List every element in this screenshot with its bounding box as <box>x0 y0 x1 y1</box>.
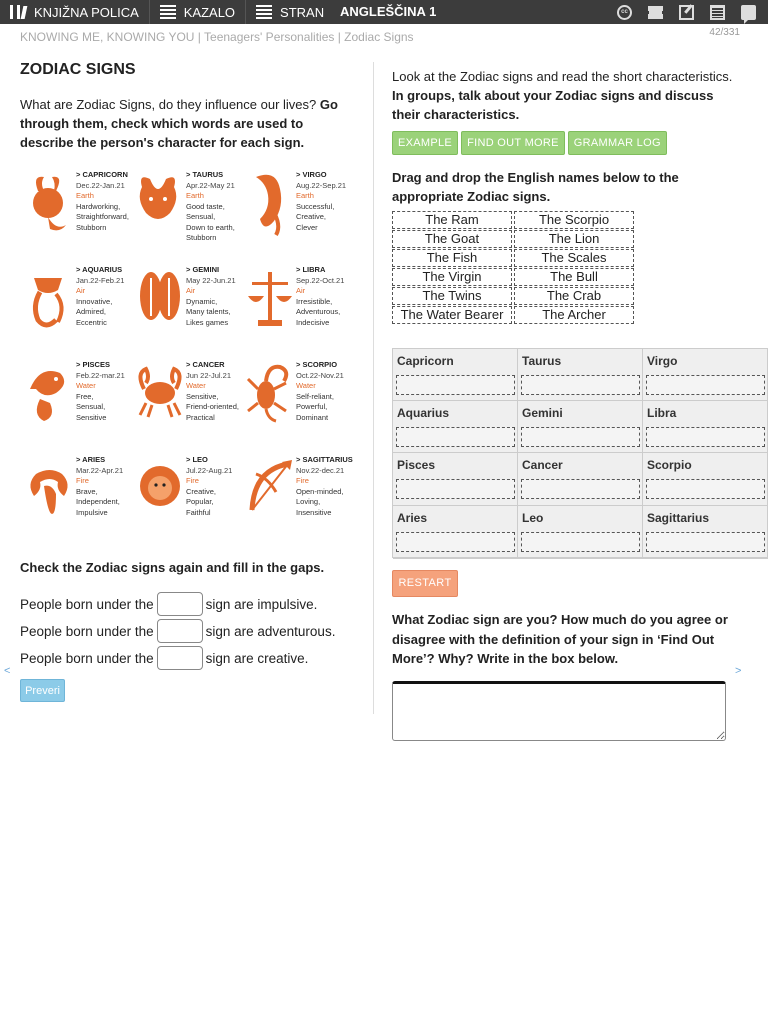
drop-zone[interactable] <box>521 532 640 552</box>
sign-date: Apr.22-May 21 <box>186 180 235 190</box>
drop-cell-label: Cancer <box>522 458 563 472</box>
draggable-name-chip[interactable]: The Goat <box>392 230 512 248</box>
sign-date: Dec.22-Jan.21 <box>76 180 125 190</box>
zodiac-card <box>134 260 238 355</box>
contents-button[interactable] <box>150 0 246 24</box>
zodiac-card-text <box>186 265 246 328</box>
library-button[interactable] <box>0 0 150 24</box>
virgo-icon <box>246 169 294 239</box>
draggable-name-chip[interactable]: The Twins <box>392 287 512 305</box>
fill-row <box>20 592 317 616</box>
sign-trait: Stubborn <box>186 233 217 242</box>
drop-cell <box>643 453 768 506</box>
drop-cell-label: Virgo <box>647 354 678 368</box>
zodiac-card <box>244 355 348 450</box>
sign-name: > LEO <box>186 455 208 464</box>
example-button[interactable]: EXAMPLE <box>392 131 458 155</box>
sign-element: Fire <box>296 476 309 485</box>
prev-page-arrow[interactable]: < <box>4 665 11 677</box>
zodiac-card <box>24 165 128 260</box>
zodiac-card-text <box>296 455 356 518</box>
fill-gaps-title: Check the Zodiac signs again and fill in the gaps. <box>20 560 325 575</box>
zodiac-card-text <box>296 265 356 328</box>
sign-date: Oct.22-Nov.21 <box>296 370 344 380</box>
zodiac-card <box>24 355 128 450</box>
sign-name: > GEMINI <box>186 265 220 274</box>
sign-trait: Sensitive <box>76 412 107 422</box>
draggable-name-chip[interactable]: The Bull <box>514 268 634 286</box>
sign-name: > ARIES <box>76 455 106 464</box>
page-count: 42/331 <box>709 27 740 38</box>
fill-suffix: sign are impulsive. <box>205 596 318 612</box>
sign-trait: Sensual, <box>76 402 106 411</box>
drop-cell-label: Taurus <box>522 354 562 368</box>
sign-date: Feb.22-mar.21 <box>76 370 125 380</box>
draggable-name-chip[interactable]: The Archer <box>514 306 634 324</box>
notes-icon[interactable] <box>710 5 725 20</box>
taurus-icon <box>136 169 184 239</box>
grammar-log-button[interactable]: GRAMMAR LOG <box>568 131 667 155</box>
sign-name: > AQUARIUS <box>76 265 123 274</box>
drop-cell-label: Leo <box>522 511 544 525</box>
contents-icon <box>160 5 176 19</box>
sign-trait: Sensual, <box>186 212 216 221</box>
fill-suffix: sign are adventurous. <box>205 623 336 639</box>
sign-name: > CAPRICORN <box>76 170 128 179</box>
sign-trait: Indecisive <box>296 317 330 327</box>
drop-zone[interactable] <box>396 532 515 552</box>
sign-name: > TAURUS <box>186 170 224 179</box>
sign-trait: Powerful, <box>296 402 328 411</box>
left-intro <box>20 95 355 152</box>
book-title: ANGLEŠČINA 1 <box>340 4 437 19</box>
left-intro-bold: Go through them, check which words are used to describe the person's character for each sign. <box>20 97 338 150</box>
page-title: ZODIAC SIGNS <box>20 61 136 78</box>
sign-name: > SCORPIO <box>296 360 338 369</box>
gap-input-1[interactable] <box>157 592 203 616</box>
drop-cell-label: Aquarius <box>397 406 450 420</box>
sign-trait: Clever <box>296 222 318 232</box>
libra-icon <box>246 264 294 334</box>
column-divider <box>373 62 374 714</box>
drop-cell <box>643 401 768 453</box>
sign-trait: Free, <box>76 391 94 401</box>
drop-zone[interactable] <box>396 375 515 395</box>
drop-cell <box>393 401 518 453</box>
resource-buttons <box>392 131 667 155</box>
comments-icon[interactable] <box>741 5 756 20</box>
page-button[interactable] <box>246 0 334 24</box>
sign-name: > VIRGO <box>296 170 327 179</box>
zodiac-card-text <box>186 170 246 244</box>
drop-cell-label: Aries <box>397 511 428 525</box>
toolbar-tools <box>617 0 756 24</box>
draggable-name-chip[interactable]: The Water Bearer <box>392 306 512 324</box>
sign-date: Jan.22-Feb.21 <box>76 275 125 285</box>
sign-trait: Insensitive <box>296 507 332 517</box>
right-intro-plain: Look at the Zodiac signs and read the short characteristics. <box>392 69 733 84</box>
drop-zone[interactable] <box>646 532 765 552</box>
zodiac-drop-table <box>392 348 768 558</box>
fill-row <box>20 646 308 670</box>
sign-trait: Dominant <box>296 412 329 422</box>
sign-trait: Sensitive, <box>186 391 219 401</box>
sign-date: Aug.22-Sep.21 <box>296 180 347 190</box>
drop-cell-label: Pisces <box>397 458 436 472</box>
drop-zone[interactable] <box>521 375 640 395</box>
sign-date: Nov.22-dec.21 <box>296 465 345 475</box>
draggable-names <box>392 211 634 324</box>
zodiac-card-text <box>76 455 136 518</box>
sign-trait: Creative, <box>186 486 217 496</box>
sign-trait: Hardworking, <box>76 201 121 211</box>
drop-zone[interactable] <box>396 427 515 447</box>
sign-name: > LIBRA <box>296 265 326 274</box>
sign-trait: Likes games <box>186 317 229 327</box>
zodiac-signs-grid <box>24 165 354 545</box>
restart-button[interactable]: RESTART <box>392 570 458 597</box>
cancer-icon <box>136 359 184 429</box>
sign-element: Fire <box>76 476 89 485</box>
sign-trait: Stubborn <box>76 222 107 232</box>
find-out-more-button[interactable]: FIND OUT MORE <box>461 131 565 155</box>
drop-zone[interactable] <box>646 479 765 499</box>
library-label: KNJIŽNA POLICA <box>34 4 139 20</box>
sign-date: May 22-Jun.21 <box>186 275 236 285</box>
sign-element: Water <box>186 381 206 390</box>
sign-trait: Eccentric <box>76 317 107 327</box>
sign-name: > PISCES <box>76 360 110 369</box>
check-button[interactable]: Preveri <box>20 679 65 702</box>
sign-trait: Brave, <box>76 486 98 496</box>
drop-cell <box>518 349 643 401</box>
scorpio-icon <box>246 359 294 429</box>
sign-date: Jul.22-Aug.21 <box>186 465 233 475</box>
drop-cell <box>518 453 643 506</box>
sign-trait: Down to earth, <box>186 222 235 232</box>
draggable-name-chip[interactable]: The Fish <box>392 249 512 267</box>
breadcrumb: KNOWING ME, KNOWING YOU | Teenagers' Personalities | Zodiac Signs <box>20 30 414 44</box>
zodiac-card-text <box>76 170 136 233</box>
sign-trait: Independent, <box>76 497 120 506</box>
sign-trait: Straightforward, <box>76 212 129 221</box>
drop-cell <box>518 401 643 453</box>
zodiac-card <box>134 355 238 450</box>
zodiac-card-text <box>296 360 356 423</box>
zodiac-card <box>244 165 348 260</box>
sign-trait: Irresistible, <box>296 296 333 306</box>
sign-date: Mar.22-Apr.21 <box>76 465 124 475</box>
left-intro-plain: What are Zodiac Signs, do they influence our lives? <box>20 97 320 112</box>
drop-zone[interactable] <box>646 375 765 395</box>
draggable-name-chip[interactable]: The Ram <box>392 211 512 229</box>
question-text: What Zodiac sign are you? How much do you agree or disagree with the definition of your sign in ‘Find Out More’? Why? Write in the box below. <box>392 612 728 666</box>
page-icon <box>256 5 272 19</box>
sign-trait: Successful, <box>296 201 335 211</box>
page-label: STRAN <box>280 4 325 20</box>
sign-element: Water <box>296 381 316 390</box>
drop-cell <box>393 453 518 506</box>
sign-element: Earth <box>76 191 94 200</box>
sign-element: Air <box>186 286 196 295</box>
drop-cell-label: Sagittarius <box>647 511 710 525</box>
zodiac-card-text <box>186 455 246 518</box>
creative-commons-icon[interactable]: cc <box>617 5 632 20</box>
sign-name: > SAGITTARIUS <box>296 455 353 464</box>
gemini-icon <box>136 264 184 334</box>
sign-trait: Friend-oriented, <box>186 402 239 411</box>
sign-element: Fire <box>186 476 199 485</box>
draggable-name-chip[interactable]: The Scorpio <box>514 211 634 229</box>
pisces-icon <box>26 359 74 429</box>
sign-trait: Dynamic, <box>186 296 218 306</box>
sagittarius-icon <box>246 454 294 524</box>
draggable-name-chip[interactable]: The Virgin <box>392 268 512 286</box>
zodiac-card <box>134 165 238 260</box>
gap-input-2[interactable] <box>157 619 203 643</box>
sign-trait: Open-minded, <box>296 486 344 496</box>
aries-icon <box>26 454 74 524</box>
drop-cell <box>393 506 518 559</box>
sign-name: > CANCER <box>186 360 225 369</box>
zodiac-card-text <box>76 360 136 423</box>
bookshelf-icon <box>10 5 26 19</box>
drop-cell <box>643 506 768 559</box>
sign-trait: Innovative, <box>76 296 113 306</box>
zodiac-card <box>244 260 348 355</box>
sign-element: Earth <box>186 191 204 200</box>
fill-prefix: People born under the <box>20 650 154 666</box>
drag-drop-title: Drag and drop the English names below to the appropriate Zodiac signs. <box>392 170 679 204</box>
sign-trait: Practical <box>186 412 215 422</box>
capricorn-icon <box>26 169 74 239</box>
drop-cell-label: Capricorn <box>397 354 454 368</box>
drop-cell <box>518 506 643 559</box>
zodiac-card-text <box>296 170 356 233</box>
sign-element: Air <box>76 286 86 295</box>
zodiac-card <box>244 450 353 545</box>
zodiac-card <box>24 450 128 545</box>
fill-row <box>20 619 335 643</box>
sign-trait: Creative, <box>296 212 327 221</box>
top-toolbar <box>0 0 768 24</box>
edit-icon[interactable] <box>679 5 694 20</box>
drop-cell-label: Scorpio <box>647 458 692 472</box>
drop-zone[interactable] <box>646 427 765 447</box>
drop-cell-label: Libra <box>647 406 677 420</box>
fill-prefix: People born under the <box>20 623 154 639</box>
sign-date: Jun 22-Jul.21 <box>186 370 232 380</box>
next-page-arrow[interactable]: > <box>735 665 742 677</box>
zodiac-card-text <box>186 360 246 423</box>
sign-trait: Impulsive <box>76 507 108 517</box>
zodiac-card-text <box>76 265 136 328</box>
contents-label: KAZALO <box>183 4 236 20</box>
leo-icon <box>136 454 184 524</box>
fill-prefix: People born under the <box>20 596 154 612</box>
drop-cell <box>393 349 518 401</box>
sign-trait: Loving, <box>296 497 321 506</box>
zodiac-card <box>24 260 128 355</box>
fill-suffix: sign are creative. <box>205 650 309 666</box>
draggable-name-chip[interactable]: The Lion <box>514 230 634 248</box>
drop-cell <box>643 349 768 401</box>
zodiac-card <box>134 450 238 545</box>
sign-trait: Self-reliant, <box>296 391 334 401</box>
sign-trait: Many talents, <box>186 307 231 316</box>
sign-trait: Admired, <box>76 307 107 316</box>
aquarius-icon <box>26 264 74 334</box>
sign-element: Water <box>76 381 96 390</box>
sign-trait: Adventurous, <box>296 307 341 316</box>
sign-date: Sep.22-Oct.21 <box>296 275 345 285</box>
draggable-name-chip[interactable]: The Scales <box>514 249 634 267</box>
sign-element: Earth <box>296 191 314 200</box>
drop-zone[interactable] <box>521 427 640 447</box>
right-intro-bold: In groups, talk about your Zodiac signs and discuss their characteristics. <box>392 88 714 122</box>
answer-textbox[interactable] <box>392 681 726 741</box>
gap-input-3[interactable] <box>157 646 203 670</box>
right-intro <box>392 67 737 124</box>
draggable-name-chip[interactable]: The Crab <box>514 287 634 305</box>
sign-element: Air <box>296 286 306 295</box>
sign-trait: Good taste, <box>186 201 225 211</box>
sign-trait: Popular, <box>186 497 214 506</box>
print-icon[interactable] <box>648 6 663 19</box>
sign-trait: Faithful <box>186 507 211 517</box>
drop-zone[interactable] <box>521 479 640 499</box>
drop-cell-label: Gemini <box>522 406 563 420</box>
drop-zone[interactable] <box>396 479 515 499</box>
